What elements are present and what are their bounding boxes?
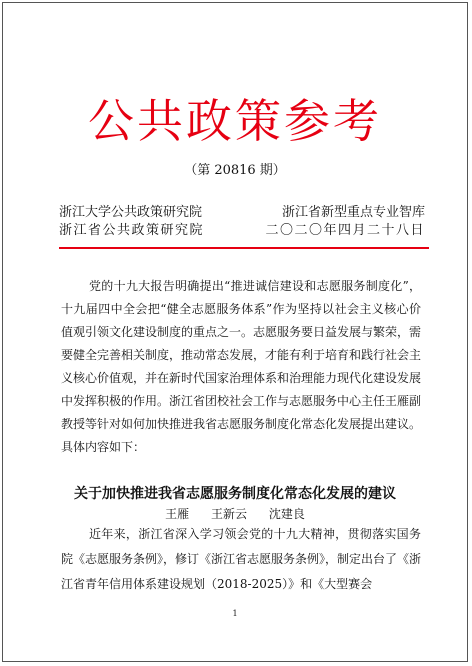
org-row-2 — [59, 222, 425, 240]
author-list — [3, 506, 467, 522]
page-number: 1 — [232, 609, 238, 618]
author-name: 沈建良 — [268, 507, 305, 521]
body-paragraph: 近年来，浙江省深入学习领会党的十九大精神，贯彻落实国务院《志愿服务条例》，修订《浙江省志愿服务条例》，制定出台了《浙江省青年信用体系建设规划（2018-2025）》和《大型赛会 — [61, 527, 422, 591]
author-name: 王新云 — [210, 507, 247, 521]
publication-title: 公共政策参考 — [88, 94, 382, 148]
publication-date: 二〇二〇年四月二十八日 — [265, 223, 425, 238]
issue-number: （第 20816 期） — [184, 163, 286, 178]
org-name-provincial: 浙江省公共政策研究院 — [59, 223, 205, 238]
think-tank-label: 浙江省新型重点专业智库 — [281, 205, 425, 220]
intro-paragraph: 党的十九大报告明确提出“推进诚信建设和志愿服务制度化”，十九届四中全会把“健全志愿服务体系”作为坚持以社会主义核心价值观引领文化建设制度的重点之一。志愿服务要日益发展与繁荣，需要健全完善相关制度，推动常态发展，才能有利于培育和践行社会主义核心价值观，并在新时代国家治理体系和治理能力现代化建设发展中发挥积极的作用。浙江省团校社会工作与志愿服务中心主任王雁副教授等针对如何加快推进我省志愿服务制度化常态化发展提出建议。具体内容如下： — [61, 279, 422, 454]
header-divider — [59, 247, 429, 249]
author-name: 王雁 — [165, 507, 190, 521]
org-name-zju: 浙江大学公共政策研究院 — [59, 205, 203, 220]
article-title: 关于加快推进我省志愿服务制度化常态化发展的建议 — [74, 486, 396, 502]
document-page — [2, 2, 468, 662]
org-row-1 — [59, 204, 425, 222]
